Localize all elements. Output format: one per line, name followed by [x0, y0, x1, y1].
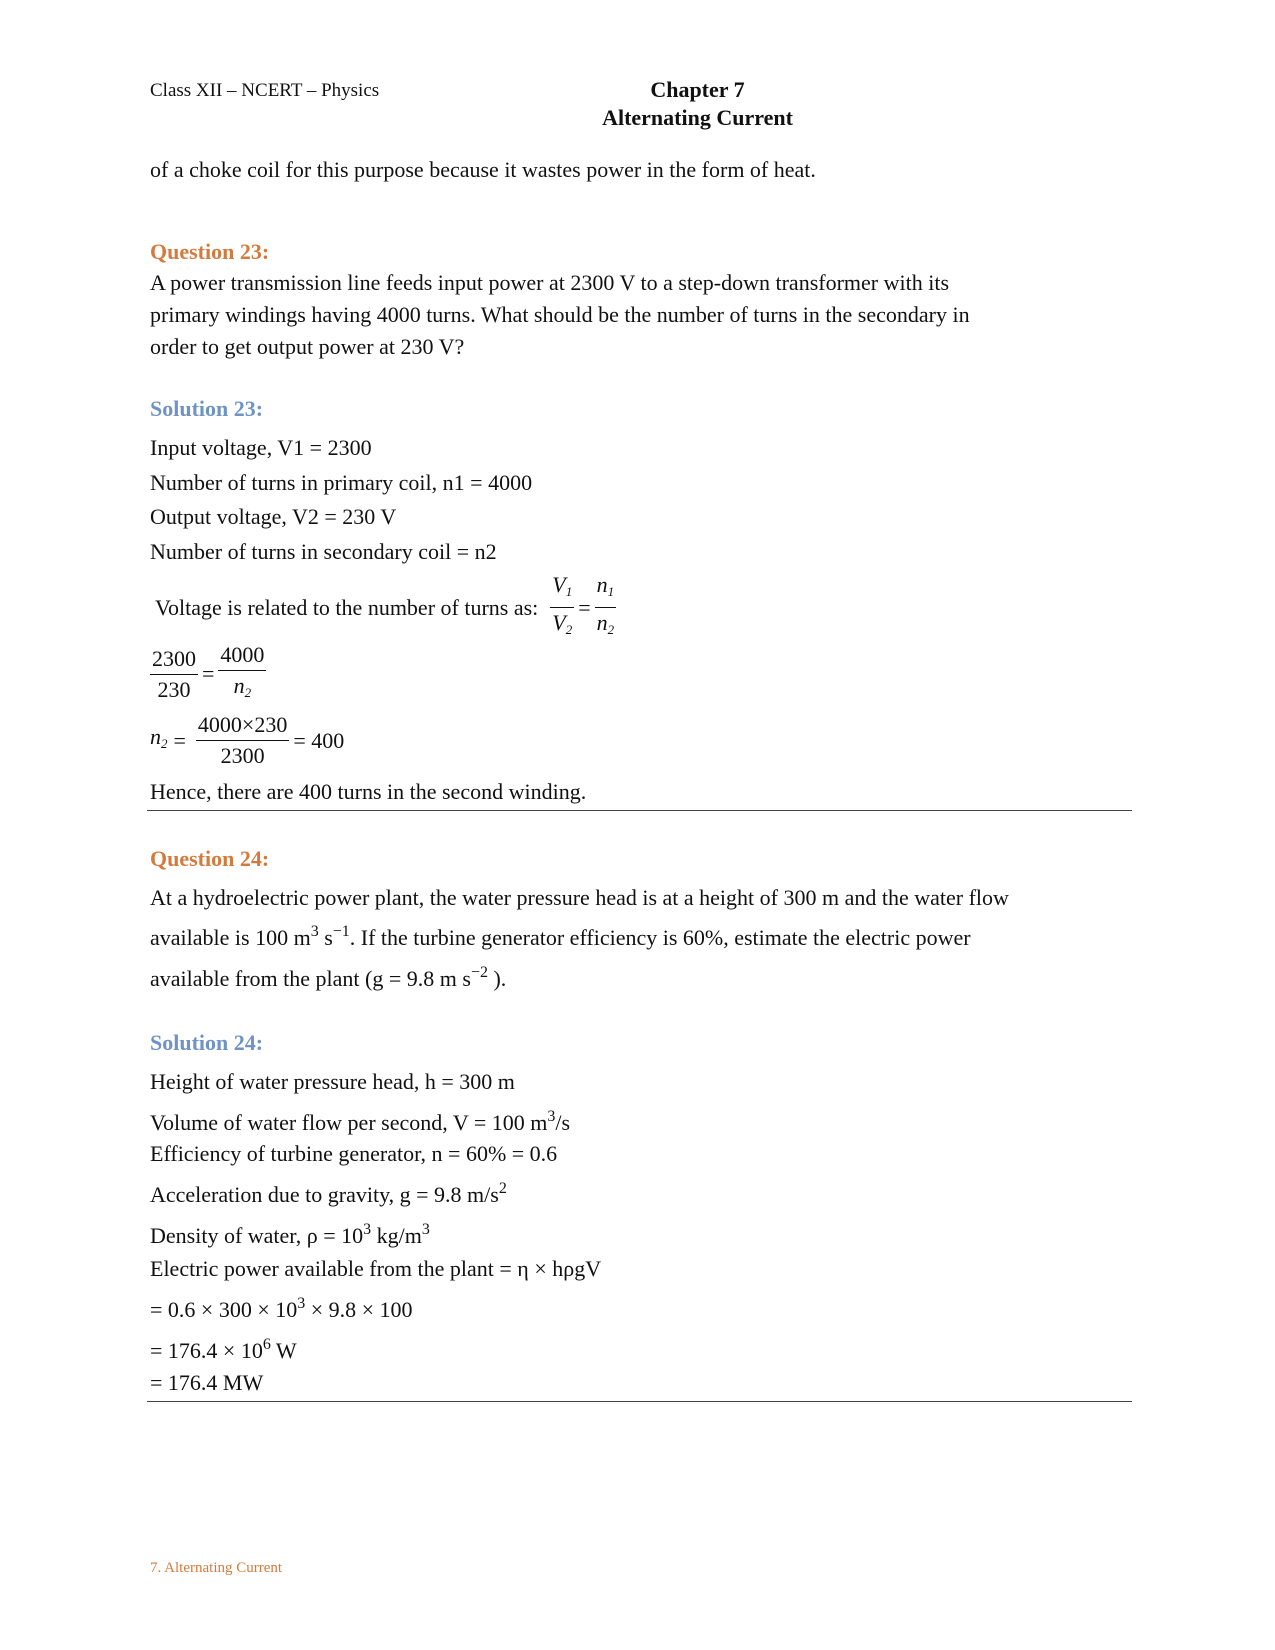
intro-line: of a choke coil for this purpose because it wastes power in the form of heat.	[150, 157, 816, 182]
solution-24-heading: Solution 24:	[150, 1030, 264, 1055]
voltage-relation: Voltage is related to the number of turns as: $\frac{V_1}{V_2}$ = $\frac{n_1}{n_2}$	[155, 572, 620, 643]
fraction-2300-230: $\frac{2300}{230}$	[152, 645, 196, 702]
solution-23-line: Number of turns in secondary coil = n2	[150, 539, 497, 564]
solution-24-line: = $176.4 \times 10^6$ W	[150, 1336, 297, 1363]
solution-24-line: = 176.4 MW	[150, 1370, 264, 1395]
solution-24-line: Acceleration due to gravity, g = 9.8 $m/s^2$	[150, 1180, 507, 1207]
solution-24-line: Efficiency of turbine generator, n = 60% = 0.6	[150, 1141, 558, 1166]
solution-23-line: Number of turns in primary coil, n1 = 4000	[150, 470, 533, 495]
fraction-n1-n2: $\frac{n_1}{n_2}$	[596, 572, 615, 637]
solution-23-line: Input voltage, V1 = 2300	[150, 435, 372, 460]
fraction-4000-n2: $\frac{4000}{n_2}$	[220, 642, 265, 700]
header-title	[0, 76, 1275, 132]
question-24-line: available is 100 $m^3$ $s^{-1}$. If the turbine generator efficiency is 60%, estimate the electric power	[150, 923, 971, 950]
chapter-title: Alternating Current	[602, 105, 793, 130]
solution-23-line: Output voltage, V2 = 230 V	[150, 504, 397, 529]
solution-24-line: Electric power available from the plant = η × hρgV	[150, 1256, 602, 1281]
question-24-line: At a hydroelectric power plant, the water pressure head is at a height of 300 m and the water flow	[150, 885, 1009, 910]
equation-n2: $n_2$ = $\frac{4000\times 230}{2300}$ = 400	[150, 712, 345, 768]
question-23-heading: Question 23:	[150, 239, 270, 264]
divider	[147, 810, 1132, 811]
chapter-number: Chapter 7	[650, 77, 745, 102]
solution-24-line: Density of water, $\rho = 10^3$ $kg/m^3$	[150, 1221, 430, 1248]
fraction-v1-v2: $\frac{V_1}{V_2}$	[552, 572, 573, 637]
question-23-line: order to get output power at 230 V?	[150, 334, 465, 359]
footer: 7. Alternating Current	[150, 1560, 283, 1576]
relation-text: Voltage is related to the number of turns as:	[155, 594, 539, 620]
solution-24-line: Volume of water flow per second, V = 100 $m^3/s$	[150, 1108, 571, 1135]
question-24-heading: Question 24:	[150, 846, 270, 871]
solution-23-heading: Solution 23:	[150, 396, 264, 421]
question-23-line: A power transmission line feeds input power at 2300 V to a step-down transformer with its	[150, 270, 950, 295]
question-23-line: primary windings having 4000 turns. What should be the number of turns in the secondary in	[150, 302, 970, 327]
solution-24-line: Height of water pressure head, h = 300 m	[150, 1069, 515, 1094]
equation-ratio: $\frac{2300}{230}$ = $\frac{4000}{n_2}$	[150, 642, 270, 706]
solution-23-conclusion: Hence, there are 400 turns in the second winding.	[150, 779, 587, 804]
fraction-calc: $\frac{4000\times 230}{2300}$	[197, 712, 288, 768]
question-24-line: available from the plant (g = 9.8 m $s^{-2}$ ).	[150, 964, 507, 991]
divider	[147, 1401, 1132, 1402]
solution-24-line: = $0.6 \times 300 \times 10^3 \times 9.8 \times 100$	[150, 1295, 413, 1322]
header-left: Class XII – NCERT – Physics	[150, 80, 380, 101]
